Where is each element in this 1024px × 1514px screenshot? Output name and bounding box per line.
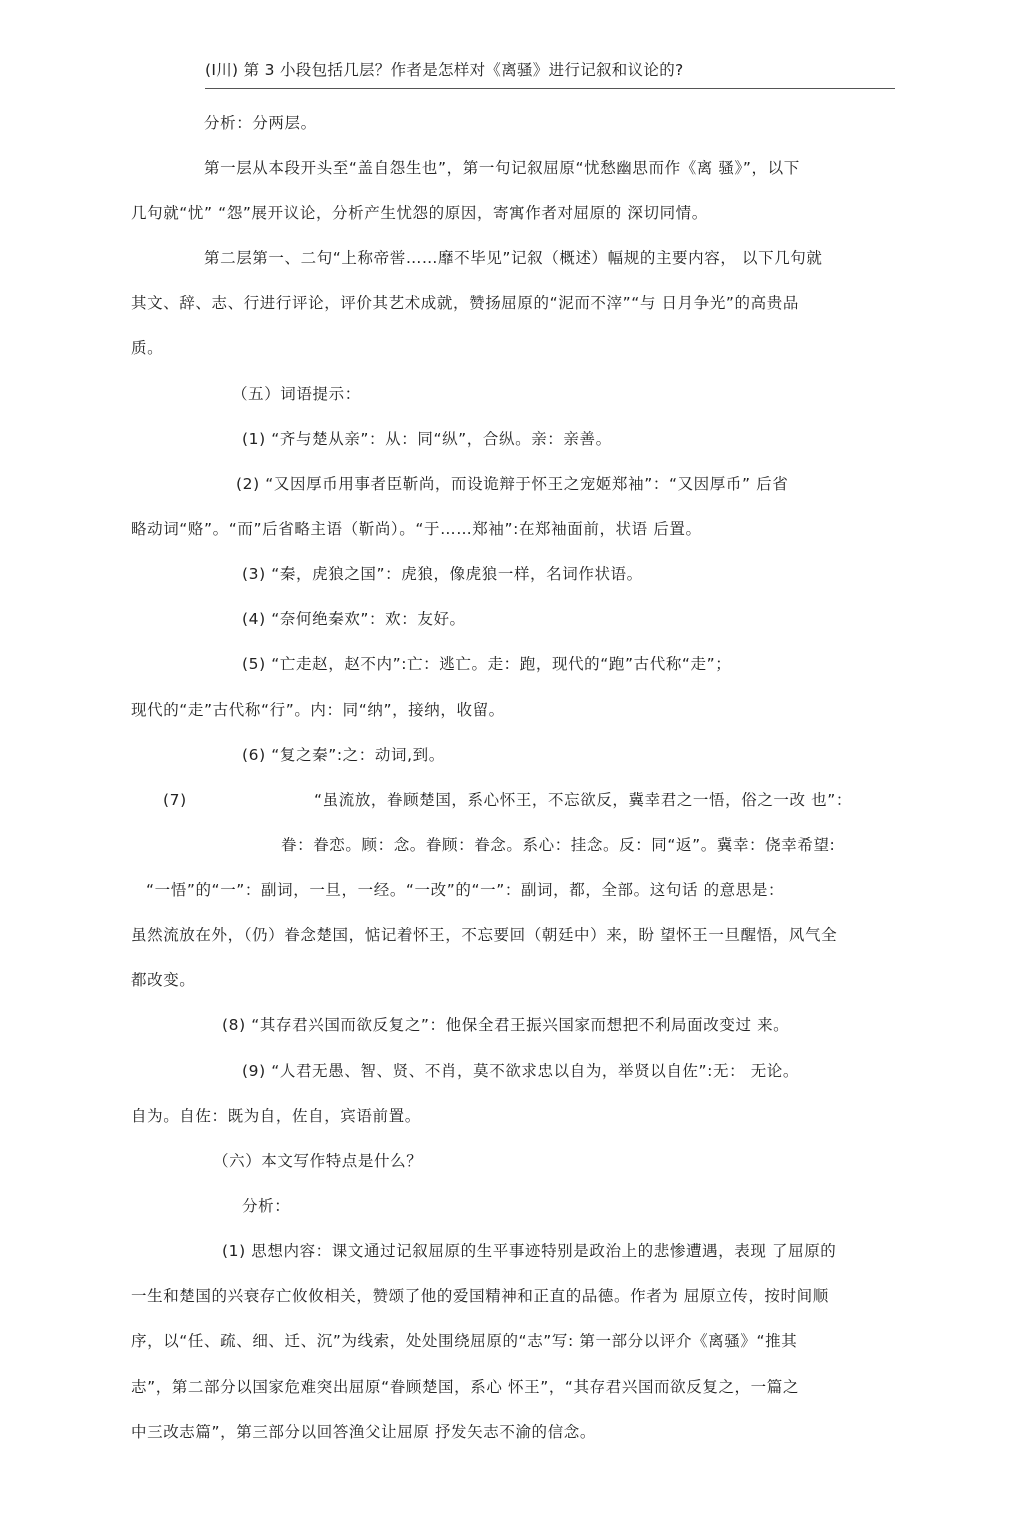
text-line: 中三改志篇”，第三部分以回答渔父让屈原 抒发矢志不渝的信念。 xyxy=(131,1423,596,1441)
text-line: “虽流放，眷顾楚国，系心怀王，不忘欲反，冀幸君之一悟，俗之一改 也”： xyxy=(314,791,852,809)
section-heading: （五）词语提示： xyxy=(232,385,361,403)
text-line: 分析：分两层。 xyxy=(204,114,317,132)
text-line: 自为。自佐：既为自，佐自，宾语前置。 xyxy=(131,1107,421,1125)
text-line: 其文、辞、志、行进行评论，评价其艺术成就，赞扬屈原的“泥而不滓”“与 日月争光”的高贵品 xyxy=(131,294,799,312)
text-line: 眷：眷恋。顾：念。眷顾：眷念。系心：挂念。反：同“返”。冀幸：侥幸希望: xyxy=(281,836,836,854)
text-line: 都改变。 xyxy=(131,971,196,989)
text-line: 虽然流放在外，（仍）眷念楚国，惦记着怀王，不忘要回（朝廷中）来，盼 望怀王一旦醒悟，风气全 xyxy=(131,926,838,944)
text-line: 分析： xyxy=(242,1197,291,1215)
text-line: (3) “秦，虎狼之国”：虎狼，像虎狼一样，名词作状语。 xyxy=(242,565,643,583)
text-line: 一生和楚国的兴衰存亡攸攸相关，赞颂了他的爱国精神和正直的品德。作者为 屈原立传，按时间顺 xyxy=(131,1287,829,1305)
text-line: 几句就“忧” “怨”展开议论，分析产生忧怨的原因，寄寓作者对屈原的 深切同情。 xyxy=(131,204,708,222)
section-heading: （六）本文写作特点是什么？ xyxy=(213,1152,423,1170)
text-line: 序，以“任、疏、细、迁、沉”为线索，处处围绕屈原的“志”写: 第一部分以评介《离骚》“推其 xyxy=(131,1332,798,1350)
text-line: 现代的“走”古代称“行”。内：同“纳”，接纳，收留。 xyxy=(131,701,505,719)
text-line: (5) “亡走赵，赵不内”:亡：逃亡。走：跑，现代的“跑”古代称“走”； xyxy=(242,655,732,673)
text-line: (6) “复之秦”:之：动词,到。 xyxy=(242,746,445,764)
text-line: (1) “齐与楚从亲”：从：同“纵”，合纵。亲：亲善。 xyxy=(242,430,612,448)
text-line: 略动词“赂”。“而”后省略主语（靳尚）。“于……郑袖”:在郑袖面前，状语 后置。 xyxy=(131,520,702,538)
text-line: 志”，第二部分以国家危难突出屈原“眷顾楚国，系心 怀王”，“其存君兴国而欲反复之，一篇之 xyxy=(131,1378,799,1396)
text-line: (4) “奈何绝秦欢”：欢：友好。 xyxy=(242,610,466,628)
item-number: (7) xyxy=(163,791,187,809)
text-line: (9) “人君无愚、智、贤、不肖，莫不欲求忠以自为，举贤以自佐”:无： 无论。 xyxy=(242,1062,799,1080)
text-line: “一悟”的“一”：副词，一旦，一经。“一改”的“一”：副词，都，全部。这句话 的意思是： xyxy=(146,881,785,899)
text-line: (2) “又因厚币用事者臣靳尚，而设诡辩于怀王之宠姬郑袖”：“又因厚币” 后省 xyxy=(236,475,789,493)
text-line: (8) “其存君兴国而欲反复之”：他保全君王振兴国家而想把不利局面改变过 来。 xyxy=(222,1016,790,1034)
header-rule xyxy=(205,88,895,89)
text-line: (1) 思想内容：课文通过记叙屈原的生平事迹特别是政治上的悲惨遭遇，表现 了屈原的 xyxy=(222,1242,837,1260)
text-line: 第一层从本段开头至“盖自怨生也”，第一句记叙屈原“忧愁幽思而作《离 骚》”，以下 xyxy=(204,159,800,177)
text-line: 质。 xyxy=(131,339,164,357)
text-line: 第二层第一、二句“上称帝喾……靡不毕见”记叙（概述）幅规的主要内容， 以下几句就 xyxy=(204,249,823,267)
page-header: (Ⅰ川) 第 3 小段包括几层？作者是怎样对《离骚》进行记叙和议论的? xyxy=(205,61,684,79)
